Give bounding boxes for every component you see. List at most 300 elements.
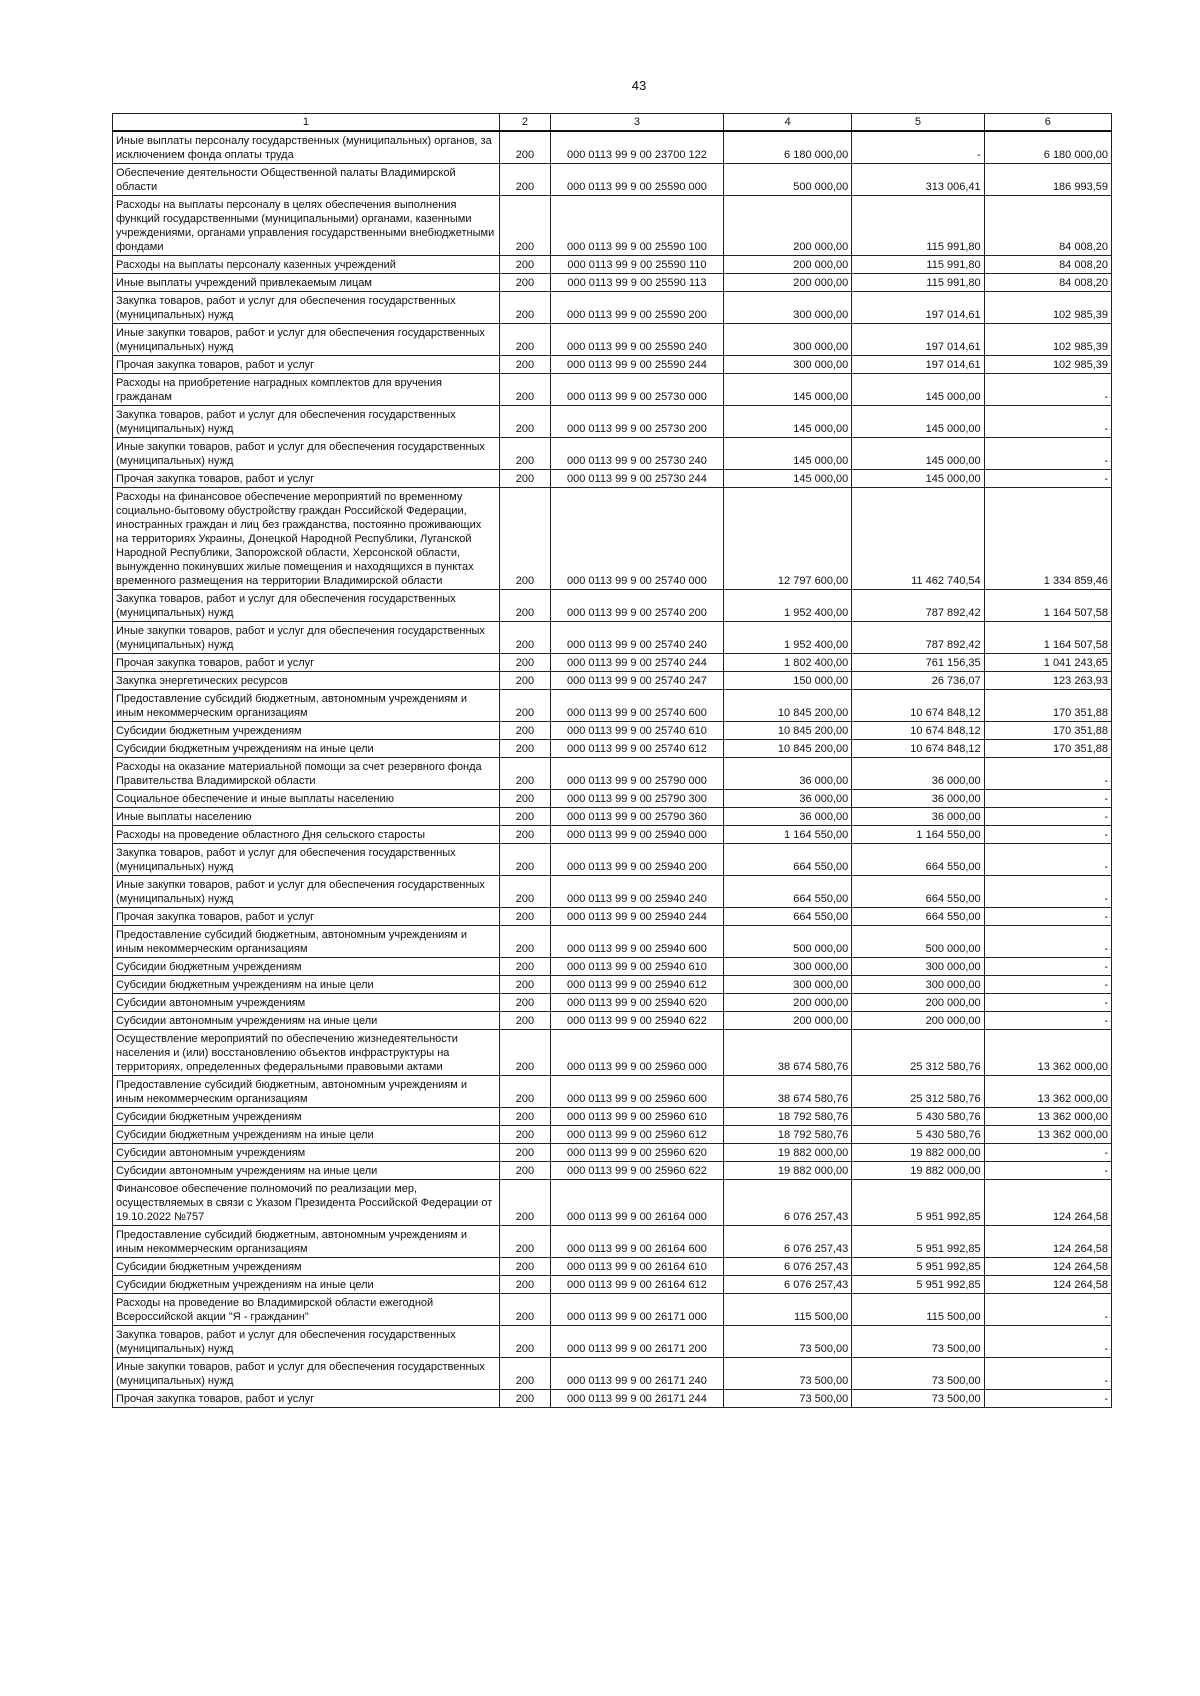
grbs-cell: 200 [499, 976, 550, 994]
approved-amount-cell: 12 797 600,00 [723, 488, 851, 590]
column-header: 2 [499, 114, 550, 132]
grbs-cell: 200 [499, 808, 550, 826]
budget-code-cell: 000 0113 99 9 00 26164 600 [550, 1226, 723, 1258]
row-name-cell: Социальное обеспечение и иные выплаты населению [113, 790, 500, 808]
grbs-cell: 200 [499, 926, 550, 958]
unexecuted-amount-cell: - [984, 958, 1111, 976]
budget-code-cell: 000 0113 99 9 00 26164 000 [550, 1180, 723, 1226]
grbs-cell: 200 [499, 1390, 550, 1408]
row-name-cell: Иные закупки товаров, работ и услуг для обеспечения государственных (муниципальных) нужд [113, 324, 500, 356]
table-body [113, 131, 1112, 1408]
executed-amount-cell: 36 000,00 [852, 758, 984, 790]
budget-code-cell: 000 0113 99 9 00 25740 000 [550, 488, 723, 590]
table-row [113, 958, 1112, 976]
grbs-cell: 200 [499, 1294, 550, 1326]
unexecuted-amount-cell: - [984, 994, 1111, 1012]
row-name-cell: Расходы на финансовое обеспечение мероприятий по временному социально-бытовому обустройству граждан Российской Федерации, иностранных граждан и лиц без гражданства, постоянно проживающих на территориях Украины, Донецкой Народной Республики, Луганской Народной Республики, Запорожской области, Херсонской области, вынужденно покинувших жилые помещения и находящихся в пунктах временного размещения на территории Владимирской области [113, 488, 500, 590]
executed-amount-cell: 5 951 992,85 [852, 1276, 984, 1294]
unexecuted-amount-cell: - [984, 826, 1111, 844]
approved-amount-cell: 500 000,00 [723, 164, 851, 196]
grbs-cell: 200 [499, 292, 550, 324]
grbs-cell: 200 [499, 908, 550, 926]
unexecuted-amount-cell: - [984, 1294, 1111, 1326]
grbs-cell: 200 [499, 1012, 550, 1030]
budget-code-cell: 000 0113 99 9 00 25960 622 [550, 1162, 723, 1180]
executed-amount-cell: 1 164 550,00 [852, 826, 984, 844]
budget-code-cell: 000 0113 99 9 00 25940 610 [550, 958, 723, 976]
row-name-cell: Субсидии автономным учреждениям [113, 994, 500, 1012]
approved-amount-cell: 73 500,00 [723, 1326, 851, 1358]
row-name-cell: Субсидии бюджетным учреждениям на иные цели [113, 1276, 500, 1294]
table-row [113, 274, 1112, 292]
column-header: 1 [113, 114, 500, 132]
unexecuted-amount-cell: 124 264,58 [984, 1276, 1111, 1294]
unexecuted-amount-cell: 84 008,20 [984, 196, 1111, 256]
grbs-cell: 200 [499, 622, 550, 654]
executed-amount-cell: 200 000,00 [852, 1012, 984, 1030]
row-name-cell: Предоставление субсидий бюджетным, автономным учреждениям и иным некоммерческим организациям [113, 1076, 500, 1108]
table-row [113, 1144, 1112, 1162]
executed-amount-cell: 787 892,42 [852, 590, 984, 622]
row-name-cell: Субсидии бюджетным учреждениям на иные цели [113, 740, 500, 758]
executed-amount-cell: 5 430 580,76 [852, 1126, 984, 1144]
approved-amount-cell: 73 500,00 [723, 1358, 851, 1390]
table-row [113, 1294, 1112, 1326]
budget-code-cell: 000 0113 99 9 00 25790 000 [550, 758, 723, 790]
executed-amount-cell: 664 550,00 [852, 876, 984, 908]
row-name-cell: Расходы на проведение областного Дня сельского старосты [113, 826, 500, 844]
row-name-cell: Расходы на проведение во Владимирской области ежегодной Всероссийской акции "Я - гражданин" [113, 1294, 500, 1326]
budget-code-cell: 000 0113 99 9 00 25740 200 [550, 590, 723, 622]
page-number: 43 [631, 78, 647, 93]
table-row [113, 406, 1112, 438]
unexecuted-amount-cell: 124 264,58 [984, 1180, 1111, 1226]
row-name-cell: Иные выплаты персоналу государственных (муниципальных) органов, за исключением фонда оплаты труда [113, 131, 500, 164]
unexecuted-amount-cell: 170 351,88 [984, 740, 1111, 758]
table-row [113, 790, 1112, 808]
table-row [113, 908, 1112, 926]
budget-code-cell: 000 0113 99 9 00 26171 000 [550, 1294, 723, 1326]
unexecuted-amount-cell: - [984, 790, 1111, 808]
approved-amount-cell: 664 550,00 [723, 876, 851, 908]
grbs-cell: 200 [499, 1162, 550, 1180]
row-name-cell: Субсидии автономным учреждениям [113, 1144, 500, 1162]
row-name-cell: Расходы на выплаты персоналу казенных учреждений [113, 256, 500, 274]
row-name-cell: Предоставление субсидий бюджетным, автономным учреждениям и иным некоммерческим организациям [113, 690, 500, 722]
table-row [113, 876, 1112, 908]
grbs-cell: 200 [499, 876, 550, 908]
grbs-cell: 200 [499, 1030, 550, 1076]
row-name-cell: Финансовое обеспечение полномочий по реализации мер, осуществляемых в связи с Указом Президента Российской Федерации от 19.10.2022 №757 [113, 1180, 500, 1226]
unexecuted-amount-cell: - [984, 1390, 1111, 1408]
approved-amount-cell: 300 000,00 [723, 976, 851, 994]
executed-amount-cell: 145 000,00 [852, 374, 984, 406]
approved-amount-cell: 300 000,00 [723, 356, 851, 374]
approved-amount-cell: 300 000,00 [723, 292, 851, 324]
approved-amount-cell: 115 500,00 [723, 1294, 851, 1326]
row-name-cell: Субсидии автономным учреждениям на иные цели [113, 1012, 500, 1030]
approved-amount-cell: 150 000,00 [723, 672, 851, 690]
budget-code-cell: 000 0113 99 9 00 25940 000 [550, 826, 723, 844]
approved-amount-cell: 10 845 200,00 [723, 722, 851, 740]
column-header: 6 [984, 114, 1111, 132]
executed-amount-cell: 73 500,00 [852, 1390, 984, 1408]
executed-amount-cell: 25 312 580,76 [852, 1030, 984, 1076]
executed-amount-cell: 300 000,00 [852, 976, 984, 994]
approved-amount-cell: 6 076 257,43 [723, 1276, 851, 1294]
table-row [113, 690, 1112, 722]
executed-amount-cell: 200 000,00 [852, 994, 984, 1012]
unexecuted-amount-cell: 84 008,20 [984, 256, 1111, 274]
executed-amount-cell: 5 430 580,76 [852, 1108, 984, 1126]
executed-amount-cell: 19 882 000,00 [852, 1144, 984, 1162]
executed-amount-cell: 26 736,07 [852, 672, 984, 690]
budget-code-cell: 000 0113 99 9 00 25940 612 [550, 976, 723, 994]
executed-amount-cell: 36 000,00 [852, 808, 984, 826]
budget-code-cell: 000 0113 99 9 00 25940 622 [550, 1012, 723, 1030]
grbs-cell: 200 [499, 196, 550, 256]
budget-code-cell: 000 0113 99 9 00 25740 610 [550, 722, 723, 740]
table-row [113, 438, 1112, 470]
executed-amount-cell: 10 674 848,12 [852, 740, 984, 758]
budget-code-cell: 000 0113 99 9 00 25960 610 [550, 1108, 723, 1126]
column-header: 4 [723, 114, 851, 132]
approved-amount-cell: 18 792 580,76 [723, 1108, 851, 1126]
approved-amount-cell: 1 164 550,00 [723, 826, 851, 844]
row-name-cell: Субсидии бюджетным учреждениям на иные цели [113, 976, 500, 994]
unexecuted-amount-cell: - [984, 808, 1111, 826]
executed-amount-cell: 145 000,00 [852, 470, 984, 488]
grbs-cell: 200 [499, 488, 550, 590]
approved-amount-cell: 19 882 000,00 [723, 1162, 851, 1180]
approved-amount-cell: 664 550,00 [723, 844, 851, 876]
approved-amount-cell: 36 000,00 [723, 758, 851, 790]
table-row [113, 164, 1112, 196]
row-name-cell: Иные закупки товаров, работ и услуг для обеспечения государственных (муниципальных) нужд [113, 876, 500, 908]
grbs-cell: 200 [499, 1144, 550, 1162]
approved-amount-cell: 300 000,00 [723, 324, 851, 356]
unexecuted-amount-cell: 170 351,88 [984, 722, 1111, 740]
unexecuted-amount-cell: - [984, 1358, 1111, 1390]
budget-code-cell: 000 0113 99 9 00 25730 240 [550, 438, 723, 470]
grbs-cell: 200 [499, 994, 550, 1012]
approved-amount-cell: 10 845 200,00 [723, 740, 851, 758]
executed-amount-cell: 115 991,80 [852, 196, 984, 256]
executed-amount-cell: 145 000,00 [852, 406, 984, 438]
budget-code-cell: 000 0113 99 9 00 25740 247 [550, 672, 723, 690]
grbs-cell: 200 [499, 740, 550, 758]
unexecuted-amount-cell: 13 362 000,00 [984, 1076, 1111, 1108]
unexecuted-amount-cell: 102 985,39 [984, 324, 1111, 356]
grbs-cell: 200 [499, 654, 550, 672]
approved-amount-cell: 200 000,00 [723, 274, 851, 292]
unexecuted-amount-cell: 1 041 243,65 [984, 654, 1111, 672]
row-name-cell: Закупка товаров, работ и услуг для обеспечения государственных (муниципальных) нужд [113, 590, 500, 622]
table-row [113, 292, 1112, 324]
grbs-cell: 200 [499, 958, 550, 976]
budget-code-cell: 000 0113 99 9 00 25940 620 [550, 994, 723, 1012]
grbs-cell: 200 [499, 844, 550, 876]
executed-amount-cell: - [852, 131, 984, 164]
row-name-cell: Осуществление мероприятий по обеспечению жизнедеятельности населения и (или) восстановлению объектов инфраструктуры на территориях, определенных федеральными правовыми актами [113, 1030, 500, 1076]
table-row [113, 722, 1112, 740]
budget-code-cell: 000 0113 99 9 00 26164 610 [550, 1258, 723, 1276]
grbs-cell: 200 [499, 672, 550, 690]
approved-amount-cell: 36 000,00 [723, 790, 851, 808]
executed-amount-cell: 145 000,00 [852, 438, 984, 470]
unexecuted-amount-cell: - [984, 908, 1111, 926]
table-row [113, 808, 1112, 826]
unexecuted-amount-cell: 13 362 000,00 [984, 1108, 1111, 1126]
row-name-cell: Иные закупки товаров, работ и услуг для обеспечения государственных (муниципальных) нужд [113, 1358, 500, 1390]
grbs-cell: 200 [499, 256, 550, 274]
executed-amount-cell: 300 000,00 [852, 958, 984, 976]
grbs-cell: 200 [499, 1276, 550, 1294]
row-name-cell: Субсидии бюджетным учреждениям [113, 958, 500, 976]
table-row [113, 1358, 1112, 1390]
budget-code-cell: 000 0113 99 9 00 26164 612 [550, 1276, 723, 1294]
approved-amount-cell: 73 500,00 [723, 1390, 851, 1408]
row-name-cell: Субсидии бюджетным учреждениям [113, 722, 500, 740]
budget-code-cell: 000 0113 99 9 00 25730 244 [550, 470, 723, 488]
executed-amount-cell: 664 550,00 [852, 908, 984, 926]
budget-code-cell: 000 0113 99 9 00 25940 200 [550, 844, 723, 876]
budget-code-cell: 000 0113 99 9 00 25590 244 [550, 356, 723, 374]
executed-amount-cell: 787 892,42 [852, 622, 984, 654]
table-row [113, 1276, 1112, 1294]
approved-amount-cell: 19 882 000,00 [723, 1144, 851, 1162]
row-name-cell: Закупка товаров, работ и услуг для обеспечения государственных (муниципальных) нужд [113, 406, 500, 438]
row-name-cell: Иные закупки товаров, работ и услуг для обеспечения государственных (муниципальных) нужд [113, 622, 500, 654]
unexecuted-amount-cell: - [984, 1162, 1111, 1180]
budget-code-cell: 000 0113 99 9 00 25590 100 [550, 196, 723, 256]
executed-amount-cell: 115 991,80 [852, 274, 984, 292]
budget-code-cell: 000 0113 99 9 00 25730 200 [550, 406, 723, 438]
row-name-cell: Прочая закупка товаров, работ и услуг [113, 654, 500, 672]
unexecuted-amount-cell: 186 993,59 [984, 164, 1111, 196]
unexecuted-amount-cell: 13 362 000,00 [984, 1030, 1111, 1076]
budget-code-cell: 000 0113 99 9 00 25790 360 [550, 808, 723, 826]
unexecuted-amount-cell: - [984, 758, 1111, 790]
row-name-cell: Иные выплаты населению [113, 808, 500, 826]
executed-amount-cell: 664 550,00 [852, 844, 984, 876]
table-row [113, 131, 1112, 164]
unexecuted-amount-cell: 170 351,88 [984, 690, 1111, 722]
approved-amount-cell: 145 000,00 [723, 470, 851, 488]
unexecuted-amount-cell: 13 362 000,00 [984, 1126, 1111, 1144]
table-row [113, 324, 1112, 356]
executed-amount-cell: 197 014,61 [852, 324, 984, 356]
grbs-cell: 200 [499, 722, 550, 740]
row-name-cell: Расходы на оказание материальной помощи за счет резервного фонда Правительства Владимирской области [113, 758, 500, 790]
budget-code-cell: 000 0113 99 9 00 25590 240 [550, 324, 723, 356]
approved-amount-cell: 18 792 580,76 [723, 1126, 851, 1144]
grbs-cell: 200 [499, 1126, 550, 1144]
approved-amount-cell: 500 000,00 [723, 926, 851, 958]
row-name-cell: Закупка товаров, работ и услуг для обеспечения государственных (муниципальных) нужд [113, 292, 500, 324]
row-name-cell: Субсидии бюджетным учреждениям [113, 1258, 500, 1276]
row-name-cell: Прочая закупка товаров, работ и услуг [113, 908, 500, 926]
table-row [113, 994, 1112, 1012]
unexecuted-amount-cell: - [984, 876, 1111, 908]
executed-amount-cell: 10 674 848,12 [852, 690, 984, 722]
table-row [113, 1258, 1112, 1276]
table-row [113, 740, 1112, 758]
budget-code-cell: 000 0113 99 9 00 25960 600 [550, 1076, 723, 1108]
budget-code-cell: 000 0113 99 9 00 26171 244 [550, 1390, 723, 1408]
table-row [113, 488, 1112, 590]
unexecuted-amount-cell: - [984, 1012, 1111, 1030]
budget-code-cell: 000 0113 99 9 00 25590 200 [550, 292, 723, 324]
grbs-cell: 200 [499, 1108, 550, 1126]
executed-amount-cell: 73 500,00 [852, 1358, 984, 1390]
approved-amount-cell: 6 180 000,00 [723, 131, 851, 164]
unexecuted-amount-cell: - [984, 406, 1111, 438]
budget-code-cell: 000 0113 99 9 00 25790 300 [550, 790, 723, 808]
budget-code-cell: 000 0113 99 9 00 25940 244 [550, 908, 723, 926]
executed-amount-cell: 25 312 580,76 [852, 1076, 984, 1108]
table-row [113, 374, 1112, 406]
unexecuted-amount-cell: - [984, 470, 1111, 488]
row-name-cell: Закупка товаров, работ и услуг для обеспечения государственных (муниципальных) нужд [113, 844, 500, 876]
unexecuted-amount-cell: - [984, 1326, 1111, 1358]
grbs-cell: 200 [499, 274, 550, 292]
grbs-cell: 200 [499, 356, 550, 374]
table-row [113, 672, 1112, 690]
budget-code-cell: 000 0113 99 9 00 23700 122 [550, 131, 723, 164]
table-row [113, 1162, 1112, 1180]
approved-amount-cell: 36 000,00 [723, 808, 851, 826]
grbs-cell: 200 [499, 1326, 550, 1358]
unexecuted-amount-cell: - [984, 976, 1111, 994]
row-name-cell: Прочая закупка товаров, работ и услуг [113, 1390, 500, 1408]
executed-amount-cell: 5 951 992,85 [852, 1226, 984, 1258]
approved-amount-cell: 6 076 257,43 [723, 1180, 851, 1226]
unexecuted-amount-cell: 6 180 000,00 [984, 131, 1111, 164]
executed-amount-cell: 197 014,61 [852, 292, 984, 324]
row-name-cell: Субсидии бюджетным учреждениям [113, 1108, 500, 1126]
unexecuted-amount-cell: 102 985,39 [984, 292, 1111, 324]
executed-amount-cell: 197 014,61 [852, 356, 984, 374]
table-row [113, 1126, 1112, 1144]
row-name-cell: Расходы на выплаты персоналу в целях обеспечения выполнения функций государственными (муниципальными) органами, казенными учреждениями, органами управления государственными внебюджетными фондами [113, 196, 500, 256]
budget-code-cell: 000 0113 99 9 00 25590 110 [550, 256, 723, 274]
row-name-cell: Субсидии автономным учреждениям на иные цели [113, 1162, 500, 1180]
table-row [113, 196, 1112, 256]
executed-amount-cell: 11 462 740,54 [852, 488, 984, 590]
grbs-cell: 200 [499, 790, 550, 808]
budget-code-cell: 000 0113 99 9 00 25590 113 [550, 274, 723, 292]
budget-execution-table [112, 113, 1112, 1408]
table-row [113, 654, 1112, 672]
unexecuted-amount-cell: - [984, 374, 1111, 406]
grbs-cell: 200 [499, 1258, 550, 1276]
budget-code-cell: 000 0113 99 9 00 25590 000 [550, 164, 723, 196]
unexecuted-amount-cell: 124 264,58 [984, 1258, 1111, 1276]
row-name-cell: Прочая закупка товаров, работ и услуг [113, 470, 500, 488]
column-header: 5 [852, 114, 984, 132]
executed-amount-cell: 73 500,00 [852, 1326, 984, 1358]
grbs-cell: 200 [499, 438, 550, 470]
executed-amount-cell: 36 000,00 [852, 790, 984, 808]
executed-amount-cell: 761 156,35 [852, 654, 984, 672]
table-row [113, 256, 1112, 274]
budget-code-cell: 000 0113 99 9 00 25960 000 [550, 1030, 723, 1076]
unexecuted-amount-cell: - [984, 438, 1111, 470]
budget-code-cell: 000 0113 99 9 00 25740 240 [550, 622, 723, 654]
row-name-cell: Иные выплаты учреждений привлекаемым лицам [113, 274, 500, 292]
grbs-cell: 200 [499, 374, 550, 406]
table-row [113, 470, 1112, 488]
row-name-cell: Обеспечение деятельности Общественной палаты Владимирской области [113, 164, 500, 196]
approved-amount-cell: 10 845 200,00 [723, 690, 851, 722]
grbs-cell: 200 [499, 690, 550, 722]
approved-amount-cell: 200 000,00 [723, 994, 851, 1012]
unexecuted-amount-cell: 1 334 859,46 [984, 488, 1111, 590]
executed-amount-cell: 10 674 848,12 [852, 722, 984, 740]
unexecuted-amount-cell: 102 985,39 [984, 356, 1111, 374]
approved-amount-cell: 6 076 257,43 [723, 1226, 851, 1258]
approved-amount-cell: 200 000,00 [723, 1012, 851, 1030]
budget-code-cell: 000 0113 99 9 00 25740 244 [550, 654, 723, 672]
approved-amount-cell: 200 000,00 [723, 196, 851, 256]
table-row [113, 1326, 1112, 1358]
approved-amount-cell: 1 952 400,00 [723, 622, 851, 654]
approved-amount-cell: 1 952 400,00 [723, 590, 851, 622]
table-row [113, 1012, 1112, 1030]
grbs-cell: 200 [499, 826, 550, 844]
approved-amount-cell: 145 000,00 [723, 406, 851, 438]
table-row [113, 926, 1112, 958]
table-row [113, 826, 1112, 844]
column-number-row [113, 114, 1112, 132]
executed-amount-cell: 5 951 992,85 [852, 1258, 984, 1276]
executed-amount-cell: 115 991,80 [852, 256, 984, 274]
grbs-cell: 200 [499, 758, 550, 790]
unexecuted-amount-cell: 124 264,58 [984, 1226, 1111, 1258]
row-name-cell: Иные закупки товаров, работ и услуг для обеспечения государственных (муниципальных) нужд [113, 438, 500, 470]
table-row [113, 1076, 1112, 1108]
row-name-cell: Прочая закупка товаров, работ и услуг [113, 356, 500, 374]
executed-amount-cell: 500 000,00 [852, 926, 984, 958]
unexecuted-amount-cell: 123 263,93 [984, 672, 1111, 690]
table-row [113, 590, 1112, 622]
budget-code-cell: 000 0113 99 9 00 25740 612 [550, 740, 723, 758]
row-name-cell: Предоставление субсидий бюджетным, автономным учреждениям и иным некоммерческим организациям [113, 926, 500, 958]
row-name-cell: Закупка товаров, работ и услуг для обеспечения государственных (муниципальных) нужд [113, 1326, 500, 1358]
table-row [113, 844, 1112, 876]
table-row [113, 622, 1112, 654]
approved-amount-cell: 664 550,00 [723, 908, 851, 926]
approved-amount-cell: 38 674 580,76 [723, 1030, 851, 1076]
unexecuted-amount-cell: - [984, 1144, 1111, 1162]
unexecuted-amount-cell: 84 008,20 [984, 274, 1111, 292]
row-name-cell: Расходы на приобретение наградных комплектов для вручения гражданам [113, 374, 500, 406]
table-row [113, 356, 1112, 374]
grbs-cell: 200 [499, 324, 550, 356]
executed-amount-cell: 5 951 992,85 [852, 1180, 984, 1226]
unexecuted-amount-cell: 1 164 507,58 [984, 622, 1111, 654]
approved-amount-cell: 300 000,00 [723, 958, 851, 976]
table-row [113, 758, 1112, 790]
approved-amount-cell: 200 000,00 [723, 256, 851, 274]
row-name-cell: Субсидии бюджетным учреждениям на иные цели [113, 1126, 500, 1144]
grbs-cell: 200 [499, 1180, 550, 1226]
grbs-cell: 200 [499, 470, 550, 488]
budget-code-cell: 000 0113 99 9 00 26171 240 [550, 1358, 723, 1390]
table-row [113, 976, 1112, 994]
budget-code-cell: 000 0113 99 9 00 25960 620 [550, 1144, 723, 1162]
